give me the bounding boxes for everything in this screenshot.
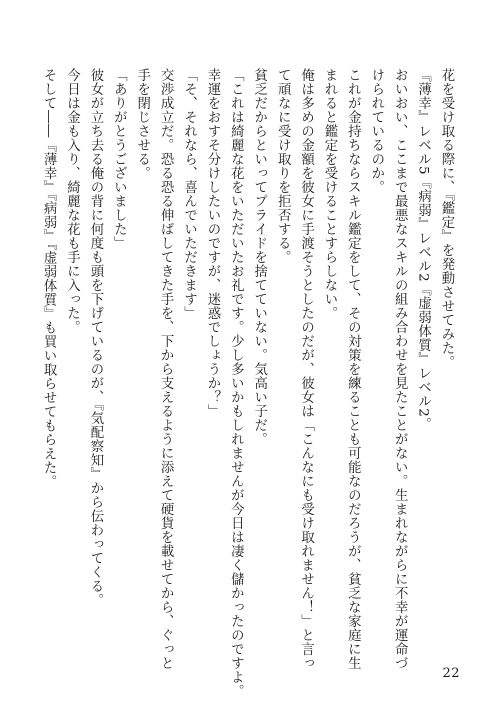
text-line: 俺は多めの金額を彼女に手渡そうとしたのだが、彼女は「こんなにも受け取れません！」と言っ <box>298 68 314 670</box>
text-line: て頑なに受け取りを拒否する。 <box>275 68 291 264</box>
text-line: 今日は金も入り、綺麗な花も手に入った。 <box>64 68 80 334</box>
text-line: 彼女が立ち去る俺の背に何度も頭を下げているのが、『気配察知』から伝わってくる。 <box>87 68 103 608</box>
text-line: 「そ、それなら、喜んでいただきます」 <box>181 68 197 320</box>
text-line: 『薄幸』レベル5『病弱』レベル2『虚弱体質』レベル2。 <box>415 68 431 432</box>
text-line: けられているのか。 <box>368 68 384 194</box>
text-line: 交渉成立だ。恐る恐る伸ばしてきた手を、下から支えるように添えて硬貨を載せてから、ぐっと <box>158 68 174 670</box>
text-line: まれると鑑定を受けることすらしない。 <box>321 68 337 320</box>
text-line: 花を受け取る際に、『鑑定』を発動させてみた。 <box>439 68 454 370</box>
text-line: おいおい、ここまで最悪なスキルの組み合わせを見たことがない。生まれながらに不幸が運命づ <box>392 68 408 670</box>
text-line: そして――『薄幸』『病弱』『虚弱体質』も買い取らせてもらえた。 <box>41 68 57 489</box>
text-line: 「これは綺麗な花をいただいたお礼です。少し多いかもしれませんが今日は凄く儲かったのですよ。 <box>228 68 244 698</box>
text-line: 貧乏だからといってプライドを捨てていない。気高い子だ。 <box>251 68 267 446</box>
page-number: 22 <box>442 666 460 681</box>
text-line: 手を閉じさせる。 <box>134 68 150 180</box>
text-line: 幸運をおすそ分けしたいのですが、迷惑でしょうか？」 <box>204 68 220 418</box>
text-line: これが金持ちならスキル鑑定をして、その対策を練ることも可能なのだろうが、貧乏な家庭に生 <box>345 68 361 670</box>
text-line: 「ありがとうございました」 <box>111 68 127 250</box>
